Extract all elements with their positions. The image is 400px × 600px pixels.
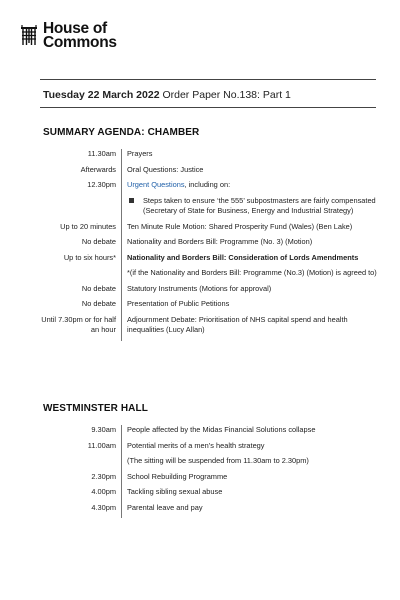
order-paper-number: Order Paper No.138: Part 1	[162, 89, 291, 101]
agenda-item: Nationality and Borders Bill: Programme (No. 3) (Motion)	[121, 237, 377, 253]
square-bullet-icon	[129, 198, 134, 203]
agenda-time: 2.30pm	[91, 471, 116, 481]
agenda-item-suffix: , including on:	[184, 180, 231, 189]
westminster-hall-heading: WESTMINSTER HALL	[43, 403, 148, 414]
agenda-item: Ten Minute Rule Motion: Shared Prosperity Fund (Wales) (Ben Lake)	[121, 222, 377, 238]
agenda-row	[40, 237, 380, 253]
agenda-row	[40, 222, 380, 238]
agenda-row	[40, 503, 380, 519]
agenda-item: Parental leave and pay	[121, 503, 377, 519]
agenda-row	[40, 180, 380, 222]
agenda-row	[40, 149, 380, 165]
chamber-heading: SUMMARY AGENDA: CHAMBER	[43, 127, 200, 138]
agenda-item: Potential merits of a men’s health strategy	[121, 441, 377, 457]
westminster-agenda	[40, 425, 380, 518]
agenda-item: School Rebuilding Programme	[121, 472, 377, 488]
agenda-row	[40, 456, 380, 472]
agenda-time: 4.00pm	[91, 487, 116, 496]
agenda-row	[40, 315, 380, 341]
agenda-item: Presentation of Public Petitions	[121, 299, 377, 315]
agenda-item	[121, 180, 377, 222]
agenda-time: Up to six hours*	[63, 252, 116, 262]
portcullis-icon	[20, 24, 38, 46]
logo-line-2: Commons	[43, 34, 117, 51]
agenda-row	[40, 253, 380, 269]
agenda-time: 9.30am	[91, 425, 116, 434]
agenda-item: Statutory Instruments (Motions for approval)	[121, 284, 377, 300]
agenda-time: 4.30pm	[91, 502, 116, 512]
agenda-row	[40, 284, 380, 300]
agenda-row	[40, 165, 380, 181]
agenda-item: Oral Questions: Justice	[121, 165, 377, 181]
agenda-row	[40, 441, 380, 457]
logo-wordmark	[43, 22, 117, 50]
bottom-rule	[40, 107, 376, 108]
agenda-item: Prayers	[121, 149, 377, 165]
house-of-commons-logo	[20, 22, 117, 50]
agenda-row	[40, 268, 380, 284]
agenda-note: *(if the Nationality and Borders Bill: Programme (No.3) (Motion) is agreed to)	[121, 268, 377, 284]
order-paper-date: Tuesday 22 March 2022	[43, 89, 160, 101]
agenda-time: No debate	[81, 237, 116, 246]
agenda-item: Tackling sibling sexual abuse	[121, 487, 377, 503]
agenda-time: Until 7.30pm or for half an hour	[41, 314, 116, 334]
agenda-item: People affected by the Midas Financial Solutions collapse	[121, 425, 377, 441]
agenda-time: 11.00am	[87, 440, 116, 450]
bullet-item	[127, 196, 377, 217]
agenda-time: 12.30pm	[87, 180, 116, 189]
urgent-questions-link[interactable]: Urgent Questions	[127, 180, 185, 189]
agenda-time: Afterwards	[80, 164, 116, 174]
agenda-time	[40, 268, 121, 284]
agenda-time: No debate	[81, 299, 116, 308]
agenda-time: No debate	[81, 283, 116, 293]
logo-line-1: House of	[43, 20, 107, 37]
bullet-text: Steps taken to ensure ‘the 555’ subpostmasters are fairly compensated (Secretary of State for Business, Energy and Industrial Strategy)	[143, 195, 376, 215]
agenda-time	[40, 456, 121, 472]
agenda-item: Adjournment Debate: Prioritisation of NHS capital spend and health inequalities (Lucy Allan)	[121, 315, 377, 341]
agenda-item: Nationality and Borders Bill: Consideration of Lords Amendments	[121, 253, 377, 269]
top-rule	[40, 79, 376, 80]
agenda-row	[40, 425, 380, 441]
agenda-row	[40, 299, 380, 315]
agenda-note: (The sitting will be suspended from 11.30am to 2.30pm)	[121, 456, 377, 472]
agenda-row	[40, 472, 380, 488]
agenda-time: 11.30am	[87, 149, 116, 158]
chamber-agenda	[40, 149, 380, 341]
order-paper-title	[43, 89, 291, 101]
agenda-row	[40, 487, 380, 503]
agenda-time: Up to 20 minutes	[60, 221, 116, 231]
